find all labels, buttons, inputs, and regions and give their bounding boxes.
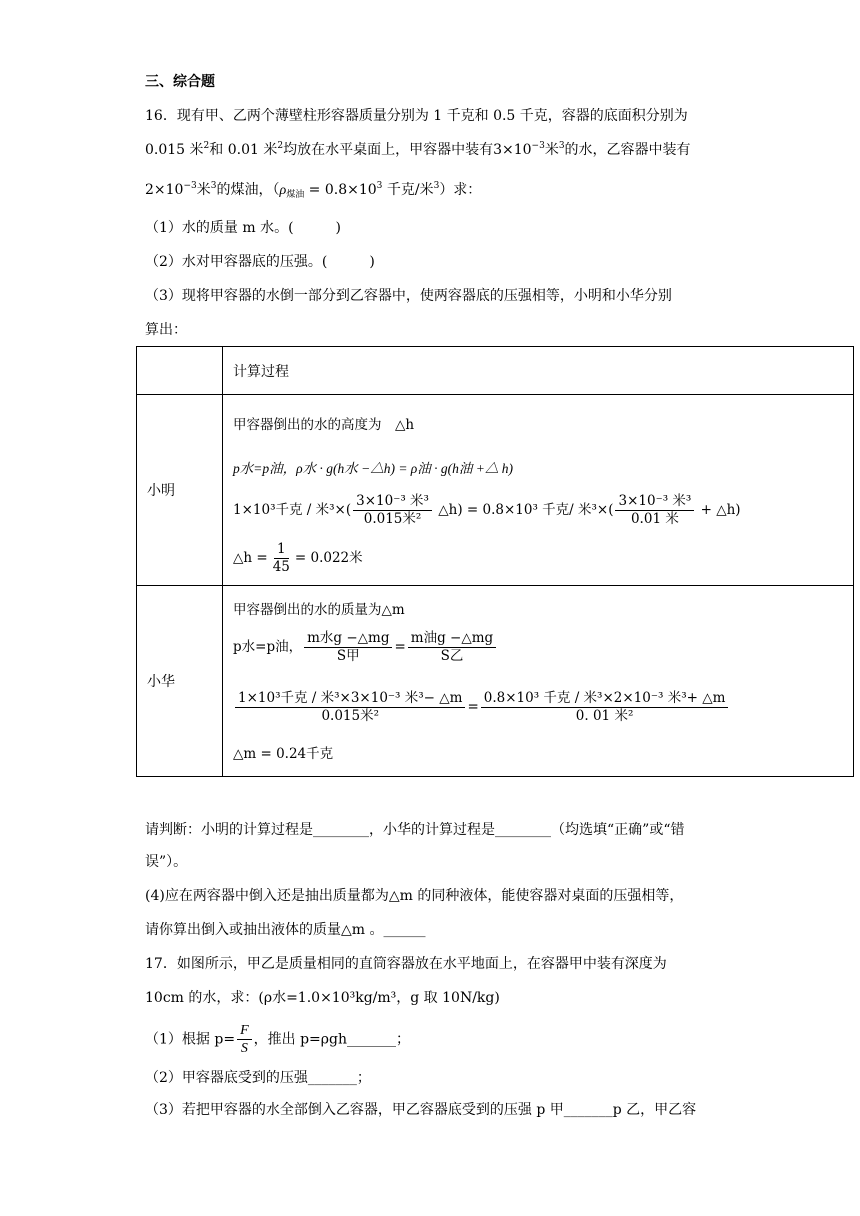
xiaohua-line1: 甲容器倒出的水的质量为△m xyxy=(233,602,405,618)
xiaohua-line3: $\frac{\text{1×10³千克 / 米³×3×10⁻³ 米³− △m}}{\text{0.015米²}}$ = $\frac{\text{0.8×10³ 千克 / 米³×2×10⁻³ 米³+ △m}}{\text{0. 01 米²}}$ xyxy=(233,690,730,725)
q17-line2: 10cm 的水，求：(ρ水=1.0×10³kg/m³，g 取 10N/kg) xyxy=(145,990,500,1006)
xiaoming-process xyxy=(223,395,854,586)
xiaoming-line2: p水=p油，ρ水 · g(h水 −△h) = ρ油 · g(h油 +△ h) xyxy=(233,461,514,476)
q16-part4-line1: (4)应在两容器中倒入还是抽出质量都为△m 的同种液体，能使容器对桌面的压强相等， xyxy=(145,888,684,904)
q16-part2: （2）水对甲容器底的压强。( ) xyxy=(145,254,375,270)
q16-line2: 0.015 米$^2$和 0.01 米$^2$均放在水平桌面上，甲容器中装有$3\times 10^{-3}$米$^3$的水，乙容器中装有 xyxy=(145,141,691,158)
q16-line1: 16．现有甲、乙两个薄壁柱形容器质量分别为 1 千克和 0.5 千克，容器的底面积分别为 xyxy=(145,108,688,124)
q16-part3-line1: （3）现将甲容器的水倒一部分到乙容器中，使两容器底的压强相等，小明和小华分别 xyxy=(145,288,672,304)
q17-part3: （3）若把甲容器的水全部倒入乙容器，甲乙容器底受到的压强 p 甲_______p 乙，甲乙容 xyxy=(145,1102,697,1118)
xiaoming-line3: 1×10³千克 / 米³×( $\frac{\text{3×10⁻³ 米³}}{\text{0.015米²}}$ △h) = 0.8×10³ 千克/ 米³×( $\frac{\text{3×10⁻³ 米³}}{\text{0.01 米}}$ + △h) xyxy=(233,493,741,527)
q16-part3-line2: 算出： xyxy=(145,322,187,338)
xiaoming-line1: 甲容器倒出的水的高度为 △h xyxy=(233,417,415,433)
q17-part2: （2）甲容器底受到的压强_______； xyxy=(145,1070,371,1086)
table-row-xiaohua xyxy=(137,586,854,777)
q16-judge-line2: 误”）。 xyxy=(145,854,188,870)
table-header: 计算过程 xyxy=(223,347,854,395)
xiaohua-line2: p水=p油， $\frac{\text{m水g −△mg}}{\text{S甲}}$ = $\frac{\text{m油g −△mg}}{\text{S乙}}$ xyxy=(233,630,498,665)
table-row-xiaoming xyxy=(137,395,854,586)
q16-part4-line2: 请你算出倒入或抽出液体的质量△m 。______ xyxy=(145,922,426,938)
xiaohua-process xyxy=(223,586,854,777)
q17-part1: （1）根据 p= $\frac{F}{S}$ ，推出 p=ρgh_______； xyxy=(145,1023,410,1056)
q16-judge-line1: 请判断：小明的计算过程是________，小华的计算过程是________（均选填“正确”或“错 xyxy=(145,822,685,838)
q16-part1: （1）水的质量 m 水。( ) xyxy=(145,220,342,236)
section-title: 三、综合题 xyxy=(145,74,215,90)
q17-line1: 17．如图所示，甲乙是质量相同的直筒容器放在水平地面上，在容器甲中装有深度为 xyxy=(145,956,667,972)
xiaohua-line4: △m = 0.24千克 xyxy=(233,746,334,762)
table-header-empty xyxy=(137,347,223,395)
row-name-xiaohua: 小华 xyxy=(137,586,223,777)
xiaoming-line4: △h = $\frac{1}{45}$ = 0.022米 xyxy=(233,541,363,575)
row-name-xiaoming: 小明 xyxy=(137,395,223,586)
q16-line3: $2\times 10^{-3}$米$^3$的煤油，（$\rho_{煤油} = 0.8\times 10^3$ 千克/米$^3$）求： xyxy=(145,181,482,200)
calculation-table xyxy=(136,346,854,777)
